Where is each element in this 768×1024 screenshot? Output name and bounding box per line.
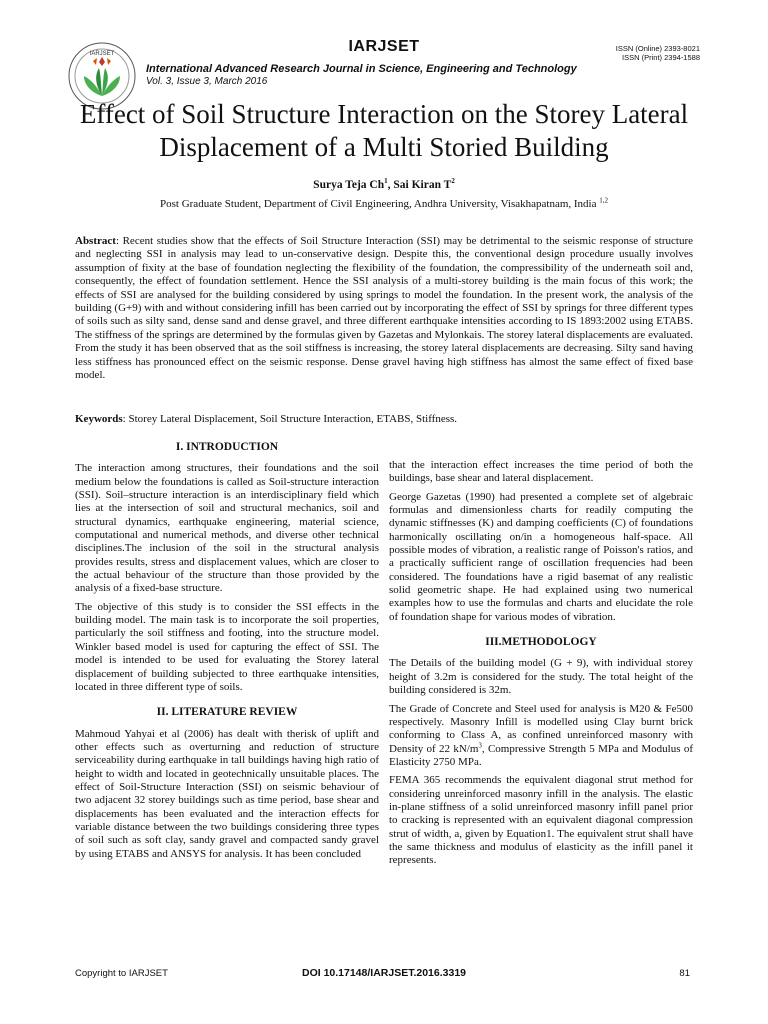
literature-review-paragraph-2: George Gazetas (1990) had presented a complete set of algebraic formulas and dimensionless charts for readily computing the dynamic stiffnesses (K) and damping coefficients (C) of foundations harmonically oscillating on/in a homogeneous half-space. All possible modes of vibration, a realistic range of Poisson's ratios, and a practically sufficient range of oscillation frequencies had been considered. The foundations have a rigid basemat of any realistic solid geometric shape. He had explained using two numerical examples how to use the formulas and charts and elucidate the role of foundation shape for various modes of vibration. [389,490,693,623]
introduction-paragraph-1: The interaction among structures, their foundations and the soil medium below the foundations is called as Soil-structure interaction (SSI). Soil–structure interaction is an interdisciplinary field which lies at the intersection of soil and structural mechanics, soil and structural dynamics, earthquake engineering, material science, computational and numerical methods, and diverse other technical disciplines.The inclusion of the soil in the structural analysis provides results, stress and displacement values, which are closer to the actual behaviour of the structure than those provided by the analysis of a fixed-base structure. [75,462,379,595]
footer-copyright: Copyright to IARJSET [75,968,168,979]
author-1-affil: 1 [384,177,388,186]
keywords-text: : Storey Lateral Displacement, Soil Structure Interaction, ETABS, Stiffness. [122,413,458,425]
literature-review-paragraph-1: Mahmoud Yahyai et al (2006) has dealt with therisk of uplift and other effects such as overturning and reduction of structure serviceability during earthquake in tall buildings having high ratio of height to width and located in geotechnically unsuitable places. The effect of Soil-Structure Interaction (SSI) on seismic behaviour of two adjacent 32 storey buildings such as time period, base shear and displacements has been evaluated and the interaction effects for variable distance between the two buildings considering three types of soil such as soft clay, sandy gravel and compacted sandy gravel by using ETABS and ANSYS for analysis. It has been concluded [75,727,379,860]
methodology-paragraph-2-start: The Grade of Concrete and Steel used for analysis is M20 & Fe500 respectively. Masonry Infill is modelled using Clay burnt brick conforming to Class A, as confined unreinforced masonry with Density of 22 kN/m [389,702,693,755]
methodology-paragraph-2 [389,703,693,770]
page-number: 81 [679,968,690,979]
abstract [75,235,693,382]
affiliation-text: Post Graduate Student, Department of Civil Engineering, Andhra University, Visakhapatnam, India [160,198,600,210]
introduction-paragraph-2: The objective of this study is to consider the SSI effects in the building model. The main task is to incorporate the soil properties, particularly the soil stiffness and footing, into the structure model. Winkler based model is used for capturing the effect of SSI. The model is intended to be used for evaluating the Storey lateral displacement of building subjected to three earthquake intensities, located in three different type of soils. [75,600,379,693]
methodology-paragraph-2-end: , Compressive Strength 5 MPa and Modulus of Elasticity 2750 MPa. [389,742,693,768]
journal-name: International Advanced Research Journal in Science, Engineering and Technology [146,63,577,75]
literature-review-heading: II. LITERATURE REVIEW [156,706,298,719]
author-2: Sai Kiran T [393,179,452,191]
left-column [75,441,379,866]
issn-block [616,44,700,62]
issn-print: ISSN (Print) 2394-1588 [622,53,700,62]
unit-superscript: 3 [478,740,482,749]
abstract-text: : Recent studies show that the effects of Soil Structure Interaction (SSI) may be detrimental to the seismic response of structure and neglecting SSI in analysis may lead to un-conservative design. Despite this, the conventional design procedure usually involves assumption of fixity at the base of foundation neglecting the flexibility of the foundation, the compressibility of the underneath soil and, consequently, the effect of foundation settlement. Hence the SSI analysis of a multi-storey building is the main focus of this work; the effects of SSI are analysed for the building considered by using springs to model the foundation. In the present work, the analysis of the building (G+9) with and without considering infill has been carried out by incorporating the effect of SSI by springs for three different types of soils such as silty sand, dense sand and dense gravel, and three different earthquake intensities according to IS 1893:2002 using ETABS. The stiffness of the springs are determined by the formulas given by Gazetas and Mylonkais. The storey lateral displacements are evaluated. From the study it has been observed that as the soil stiffness is increasing, the storey lateral displacements are decreasing. Silty sand having less stiffness has pronounced effect on the seismic response. Dense gravel having high stiffness has almost the same effect of fixed base model. [75,235,693,382]
affiliation [0,198,768,210]
journal-abbreviation: IARJSET [348,38,420,55]
author-list [0,179,768,191]
keywords [75,413,693,426]
methodology-paragraph-1: The Details of the building model (G + 9), with individual storey height of 3.2m is considered for the study. The total height of the building considered is 32m. [389,657,693,697]
introduction-heading: I. INTRODUCTION [175,441,279,453]
footer-doi: DOI 10.17148/IARJSET.2016.3319 [301,967,467,979]
methodology-paragraph-3: FEMA 365 recommends the equivalent diagonal strut method for considering unreinforced masonry infill in the analysis. The elastic in-plane stiffness of a solid unreinforced masonry infill panel prior to cracking is represented with an equivalent diagonal compression strut of width, a, given by Equation1. The equivalent strut shall have the same thickness and modulus of elasticity as the infill panel it represents. [389,774,693,867]
literature-review-paragraph-continued: that the interaction effect increases the time period of both the buildings, base shear and lateral displacement. [389,459,693,485]
author-1: Surya Teja Ch [313,179,385,191]
issn-online: ISSN (Online) 2393-8021 [615,44,700,53]
paper-title: Effect of Soil Structure Interaction on the Storey Lateral Displacement of a Multi Storied Building [79,99,689,162]
abstract-label: Abstract [75,235,116,247]
affiliation-marks: 1,2 [599,196,608,205]
author-separator: , [387,179,394,191]
journal-volume: Vol. 3, Issue 3, March 2016 [146,76,268,87]
keywords-label: Keywords [75,413,123,425]
logo-text: IARJSET [89,51,115,57]
methodology-heading: III.METHODOLOGY [485,636,597,649]
author-2-affil: 2 [451,177,455,186]
right-column [389,459,693,873]
